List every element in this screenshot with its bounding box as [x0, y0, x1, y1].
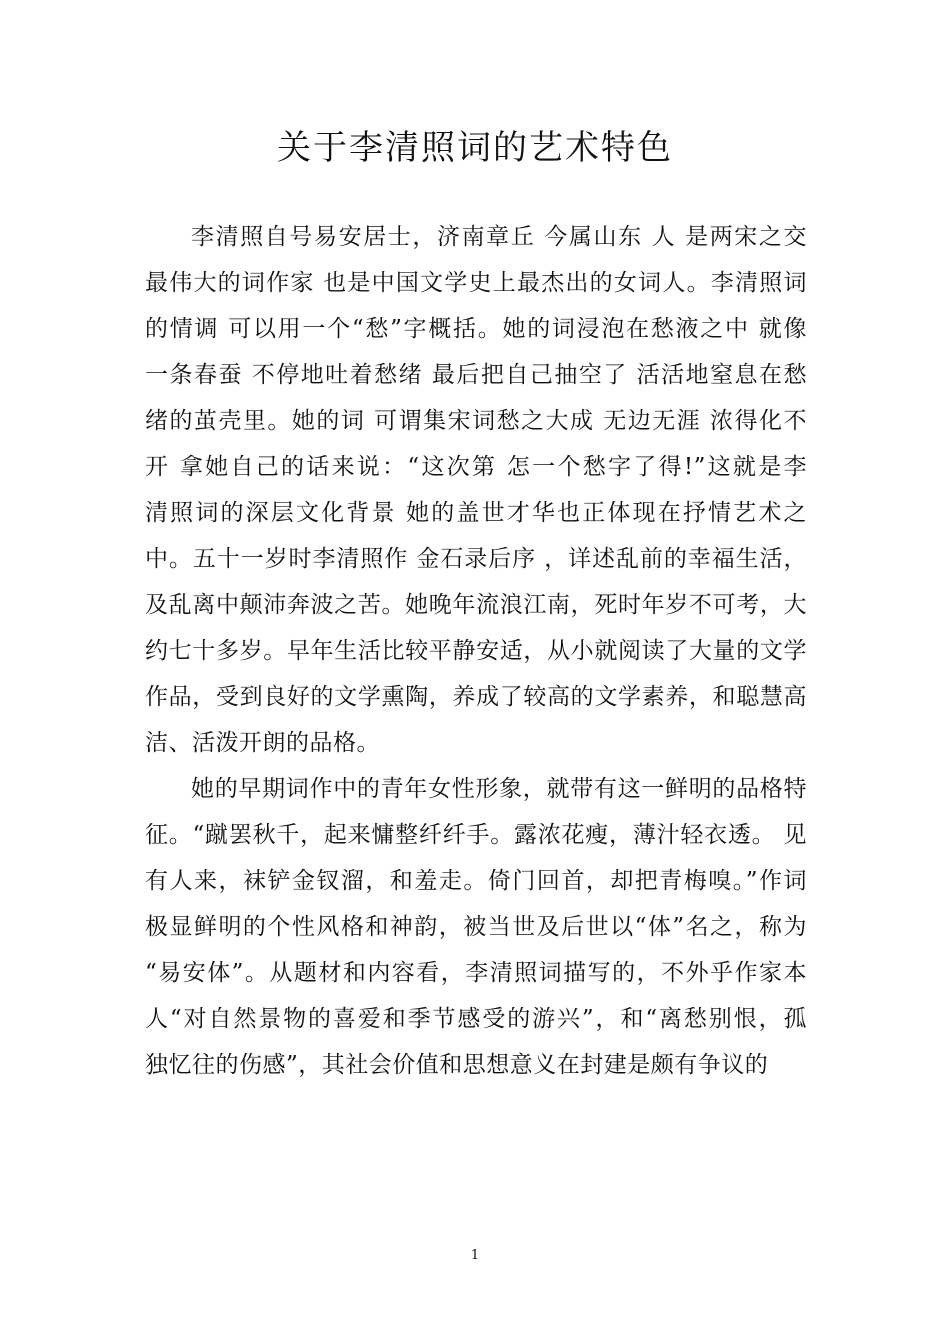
paragraph-line: 极显鲜明的个性风格和神韵，被当世及后世以“体”名之，称为: [145, 914, 807, 940]
paragraph-line: 绪的茧壳里。她的词 可谓集宋词愁之大成 无边无涯 浓得化不: [145, 408, 807, 434]
paragraph-line: 人“对自然景物的喜爱和季节感受的游兴”，和“离愁别恨，孤: [145, 1006, 807, 1032]
paragraph-line: “易安体”。从题材和内容看，李清照词描写的，不外乎作家本: [145, 960, 807, 986]
page-title: 关于李清照词的艺术特色: [277, 127, 673, 168]
paragraph-line: 她的早期词作中的青年女性形象，就带有这一鲜明的品格特: [191, 776, 807, 802]
paragraph-line: 作品，受到良好的文学熏陶，养成了较高的文学素养，和聪慧高: [145, 684, 807, 710]
body-text: [145, 214, 807, 1088]
paragraph-line: 清照词的深层文化背景 她的盖世才华也正体现在抒情艺术之: [145, 500, 807, 526]
paragraph-line: 洁、活泼开朗的品格。: [145, 730, 380, 756]
paragraph-line: 开 拿她自己的话来说：“这次第 怎一个愁字了得!”这就是李: [145, 454, 807, 480]
page-number: 1: [470, 1248, 480, 1263]
paragraph-line: 的情调 可以用一个“愁”字概括。她的词浸泡在愁液之中 就像: [145, 316, 807, 342]
paragraph-2: [145, 766, 807, 1088]
paragraph-line: 有人来，袜铲金钗溜，和羞走。倚门回首，却把青梅嗅。”作词: [145, 868, 807, 894]
paragraph-1: [145, 214, 807, 766]
paragraph-line: 征。“蹴罢秋千，起来慵整纤纤手。露浓花瘦，薄汁轻衣透。 见: [145, 822, 807, 848]
paragraph-line: 约七十多岁。早年生活比较平静安适，从小就阅读了大量的文学: [145, 638, 807, 664]
paragraph-line: 独忆往的伤感”，其社会价值和思想意义在封建是颇有争议的: [145, 1052, 769, 1078]
paragraph-line: 中。五十一岁时李清照作 金石录后序 ，详述乱前的幸福生活，: [145, 546, 807, 572]
paragraph-line: 及乱离中颠沛奔波之苦。她晚年流浪江南，死时年岁不可考，大: [145, 592, 807, 618]
paragraph-line: 一条春蚕 不停地吐着愁绪 最后把自己抽空了 活活地窒息在愁: [145, 362, 807, 388]
paragraph-line: 最伟大的词作家 也是中国文学史上最杰出的女词人。李清照词: [145, 270, 807, 296]
paragraph-line: 李清照自号易安居士，济南章丘 今属山东 人 是两宋之交: [191, 224, 807, 250]
